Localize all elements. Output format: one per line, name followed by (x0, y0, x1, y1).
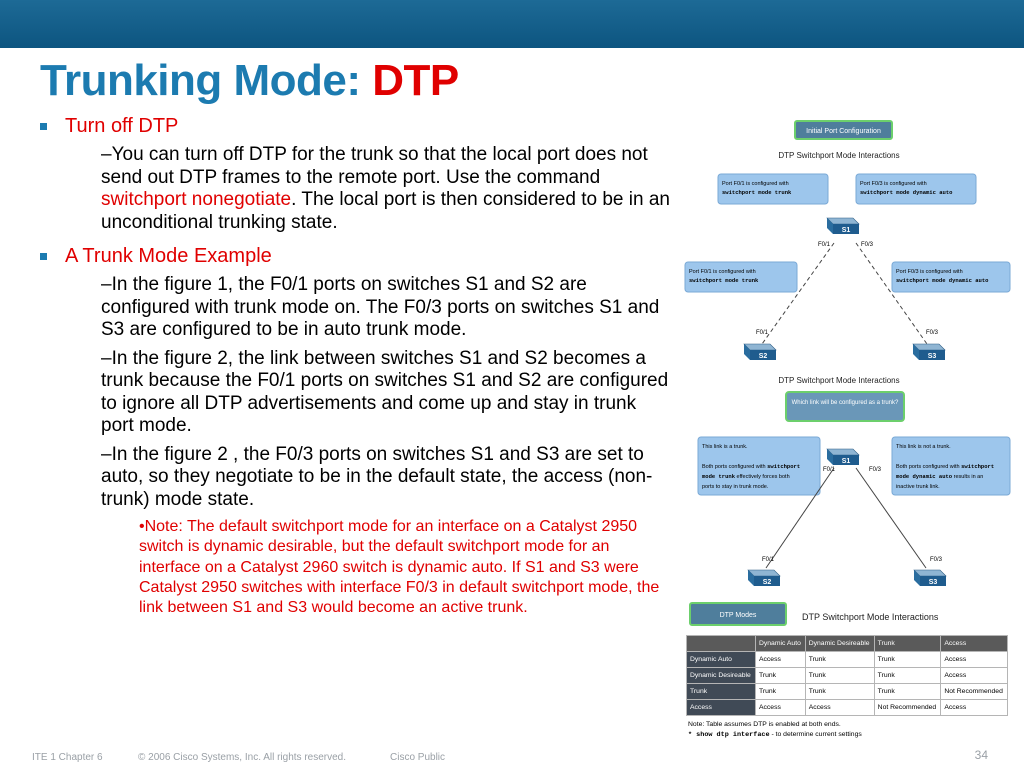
table-note-line1: Note: Table assumes DTP is enabled at both ends. (688, 721, 841, 728)
table-cell: Trunk (755, 668, 805, 684)
table-header-cell: Trunk (874, 636, 941, 652)
fig1-s1-port-left: F0/1 (818, 242, 831, 248)
table-note-command: * show dtp interface (688, 731, 770, 739)
fig2-s3-port: F0/3 (930, 557, 943, 563)
footer-chapter: ITE 1 Chapter 6 (32, 752, 103, 763)
fig2-left-line2: mode trunk effectively forces both (702, 473, 790, 480)
table-cell: Trunk (755, 684, 805, 700)
bullet-trunk-mode-example (40, 244, 672, 268)
slide-body (40, 114, 672, 618)
title-accent: DTP (372, 56, 459, 105)
table-cell: Not Recommended (941, 684, 1008, 700)
fig2-left-line1: Both ports configured with switchport (702, 463, 801, 470)
table-cell: Trunk (805, 652, 874, 668)
table-note-line2 (688, 730, 862, 740)
fig1-s2-port: F0/1 (756, 330, 769, 336)
table-cell: Access (805, 700, 874, 716)
fig2-question-text: Which link will be configured as a trunk? (791, 400, 899, 406)
table-header-row (687, 636, 1008, 652)
fig2-right-line1: Both ports configured with switchport (896, 463, 995, 470)
table-cell: Trunk (805, 668, 874, 684)
fig1-left-box-text: Port F0/1 is configured with (722, 181, 789, 187)
table-note-text: - to determine current settings (769, 731, 862, 738)
slide-title (40, 56, 459, 106)
fig2-right-head: This link is not a trunk. (896, 444, 951, 450)
fig1-tab-label: Initial Port Configuration (806, 128, 881, 135)
figure-initial-port-config (684, 118, 1014, 366)
note-text: •Note: The default switchport mode for an interface on a Catalyst 2950 switch is dynamic desirable, but the default switchport mode for an interface on a Catalyst 2960 switch is dynamic auto. If S1 and S3 were Catalyst 2950 switches with interface F0/3 in default switchport mode, the link between S1 and S3 would become an active trunk. (139, 518, 660, 617)
paragraph-figure2-link-s1-s3: –In the figure 2 , the F0/3 ports on switches S1 and S3 are set to auto, so they negotiate to be in the default state, the access (non-trunk) mode state. (101, 443, 653, 510)
table-row-header: Trunk (687, 684, 756, 700)
bullet-label: Turn off DTP (65, 115, 179, 137)
fig1-s2-label: S2 (758, 353, 768, 360)
fig2-title: DTP Switchport Mode Interactions (778, 376, 900, 385)
table-header-cell: Dynamic Auto (755, 636, 805, 652)
fig1-s3-label: S3 (927, 353, 937, 360)
top-banner (0, 0, 1024, 48)
table-cell: Access (941, 668, 1008, 684)
paragraph-figure2-link-s1-s2: –In the figure 2, the link between switches S1 and S2 becomes a trunk because the F0/1 ports on switches S1 and S2 are configured to ignore all DTP advertisements and come up and stay in trunk port mode. (101, 347, 669, 436)
fig2-s1-label: S1 (841, 458, 851, 465)
table-cell: Access (755, 700, 805, 716)
fig1-link-s1-s3 (856, 243, 927, 344)
fig2-s2-label: S2 (762, 579, 772, 586)
bullet-square-icon (40, 253, 47, 260)
footer-copyright: © 2006 Cisco Systems, Inc. All rights reserved. (138, 752, 347, 763)
paragraph-turn-off (101, 144, 672, 234)
fig2-s1-port-right: F0/3 (869, 467, 882, 473)
fig2-right-line3: inactive trunk link. (896, 484, 940, 490)
fig1-s3-port: F0/3 (926, 330, 939, 336)
table-header-cell: Dynamic Desireable (805, 636, 874, 652)
para1-text-end: . The local port is then considered to be in an unconditional trunking state. (101, 189, 670, 233)
fig1-s1-label: S1 (841, 227, 851, 234)
table-cell: Trunk (874, 668, 941, 684)
fig1-lower-left-cmd: switchport mode trunk (689, 277, 759, 284)
fig2-question-box (786, 392, 904, 421)
fig2-right-line2: mode dynamic auto results in an (896, 473, 984, 480)
command-switchport-nonegotiate: switchport nonegotiate (101, 189, 292, 210)
figure-dtp-modes-header (684, 600, 1014, 632)
fig1-lower-right-text: Port F0/3 is configured with (896, 269, 963, 275)
bullet-square-icon (40, 123, 47, 130)
fig2-s1-port-left: F0/1 (823, 467, 836, 473)
fig2-s2-port: F0/1 (762, 557, 775, 563)
table-cell: Trunk (805, 684, 874, 700)
title-main: Trunking Mode: (40, 56, 361, 105)
fig1-s1-port-right: F0/3 (861, 242, 874, 248)
table-row (687, 668, 1008, 684)
fig3-title: DTP Switchport Mode Interactions (802, 612, 939, 622)
bullet-turn-off-dtp (40, 114, 672, 138)
fig1-right-box-cmd: switchport mode dynamic auto (860, 189, 953, 196)
table-row-header: Dynamic Auto (687, 652, 756, 668)
fig1-left-box-cmd: switchport mode trunk (722, 189, 792, 196)
table-cell: Not Recommended (874, 700, 941, 716)
fig3-tab-label: DTP Modes (719, 612, 757, 619)
fig1-title: DTP Switchport Mode Interactions (778, 151, 900, 160)
table-header-cell: Access (941, 636, 1008, 652)
table-cell: Access (941, 700, 1008, 716)
table-note (688, 720, 862, 740)
table-cell: Trunk (874, 684, 941, 700)
fig2-left-head: This link is a trunk. (702, 444, 748, 450)
fig1-link-s1-s2 (762, 243, 834, 344)
table-row (687, 684, 1008, 700)
table-cell: Access (941, 652, 1008, 668)
page-number: 34 (974, 748, 988, 762)
table-row-header: Dynamic Desireable (687, 668, 756, 684)
paragraph-figure1: –In the figure 1, the F0/1 ports on switches S1 and S2 are configured with trunk mode on. The F0/3 ports on switches S1 and S3 are configured to be in auto trunk mode. (101, 274, 660, 340)
dtp-mode-table (686, 635, 1008, 716)
table-cell: Access (755, 652, 805, 668)
bullet-label: A Trunk Mode Example (65, 245, 272, 267)
fig2-left-line3: ports to stay in trunk mode. (702, 484, 769, 490)
fig1-right-box-text: Port F0/3 is configured with (860, 181, 927, 187)
figure-link-trunk-question (684, 370, 1014, 592)
table-row-header: Access (687, 700, 756, 716)
table-cell: Trunk (874, 652, 941, 668)
fig2-s3-label: S3 (928, 579, 938, 586)
fig1-lower-right-cmd: switchport mode dynamic auto (896, 277, 989, 284)
fig1-lower-left-text: Port F0/1 is configured with (689, 269, 756, 275)
para1-text: –You can turn off DTP for the trunk so that the local port does not send out DTP frames to the remote port. Use the command (101, 144, 648, 188)
table-header-cell (687, 636, 756, 652)
table-row (687, 652, 1008, 668)
table-row (687, 700, 1008, 716)
footer-classification: Cisco Public (390, 752, 446, 763)
